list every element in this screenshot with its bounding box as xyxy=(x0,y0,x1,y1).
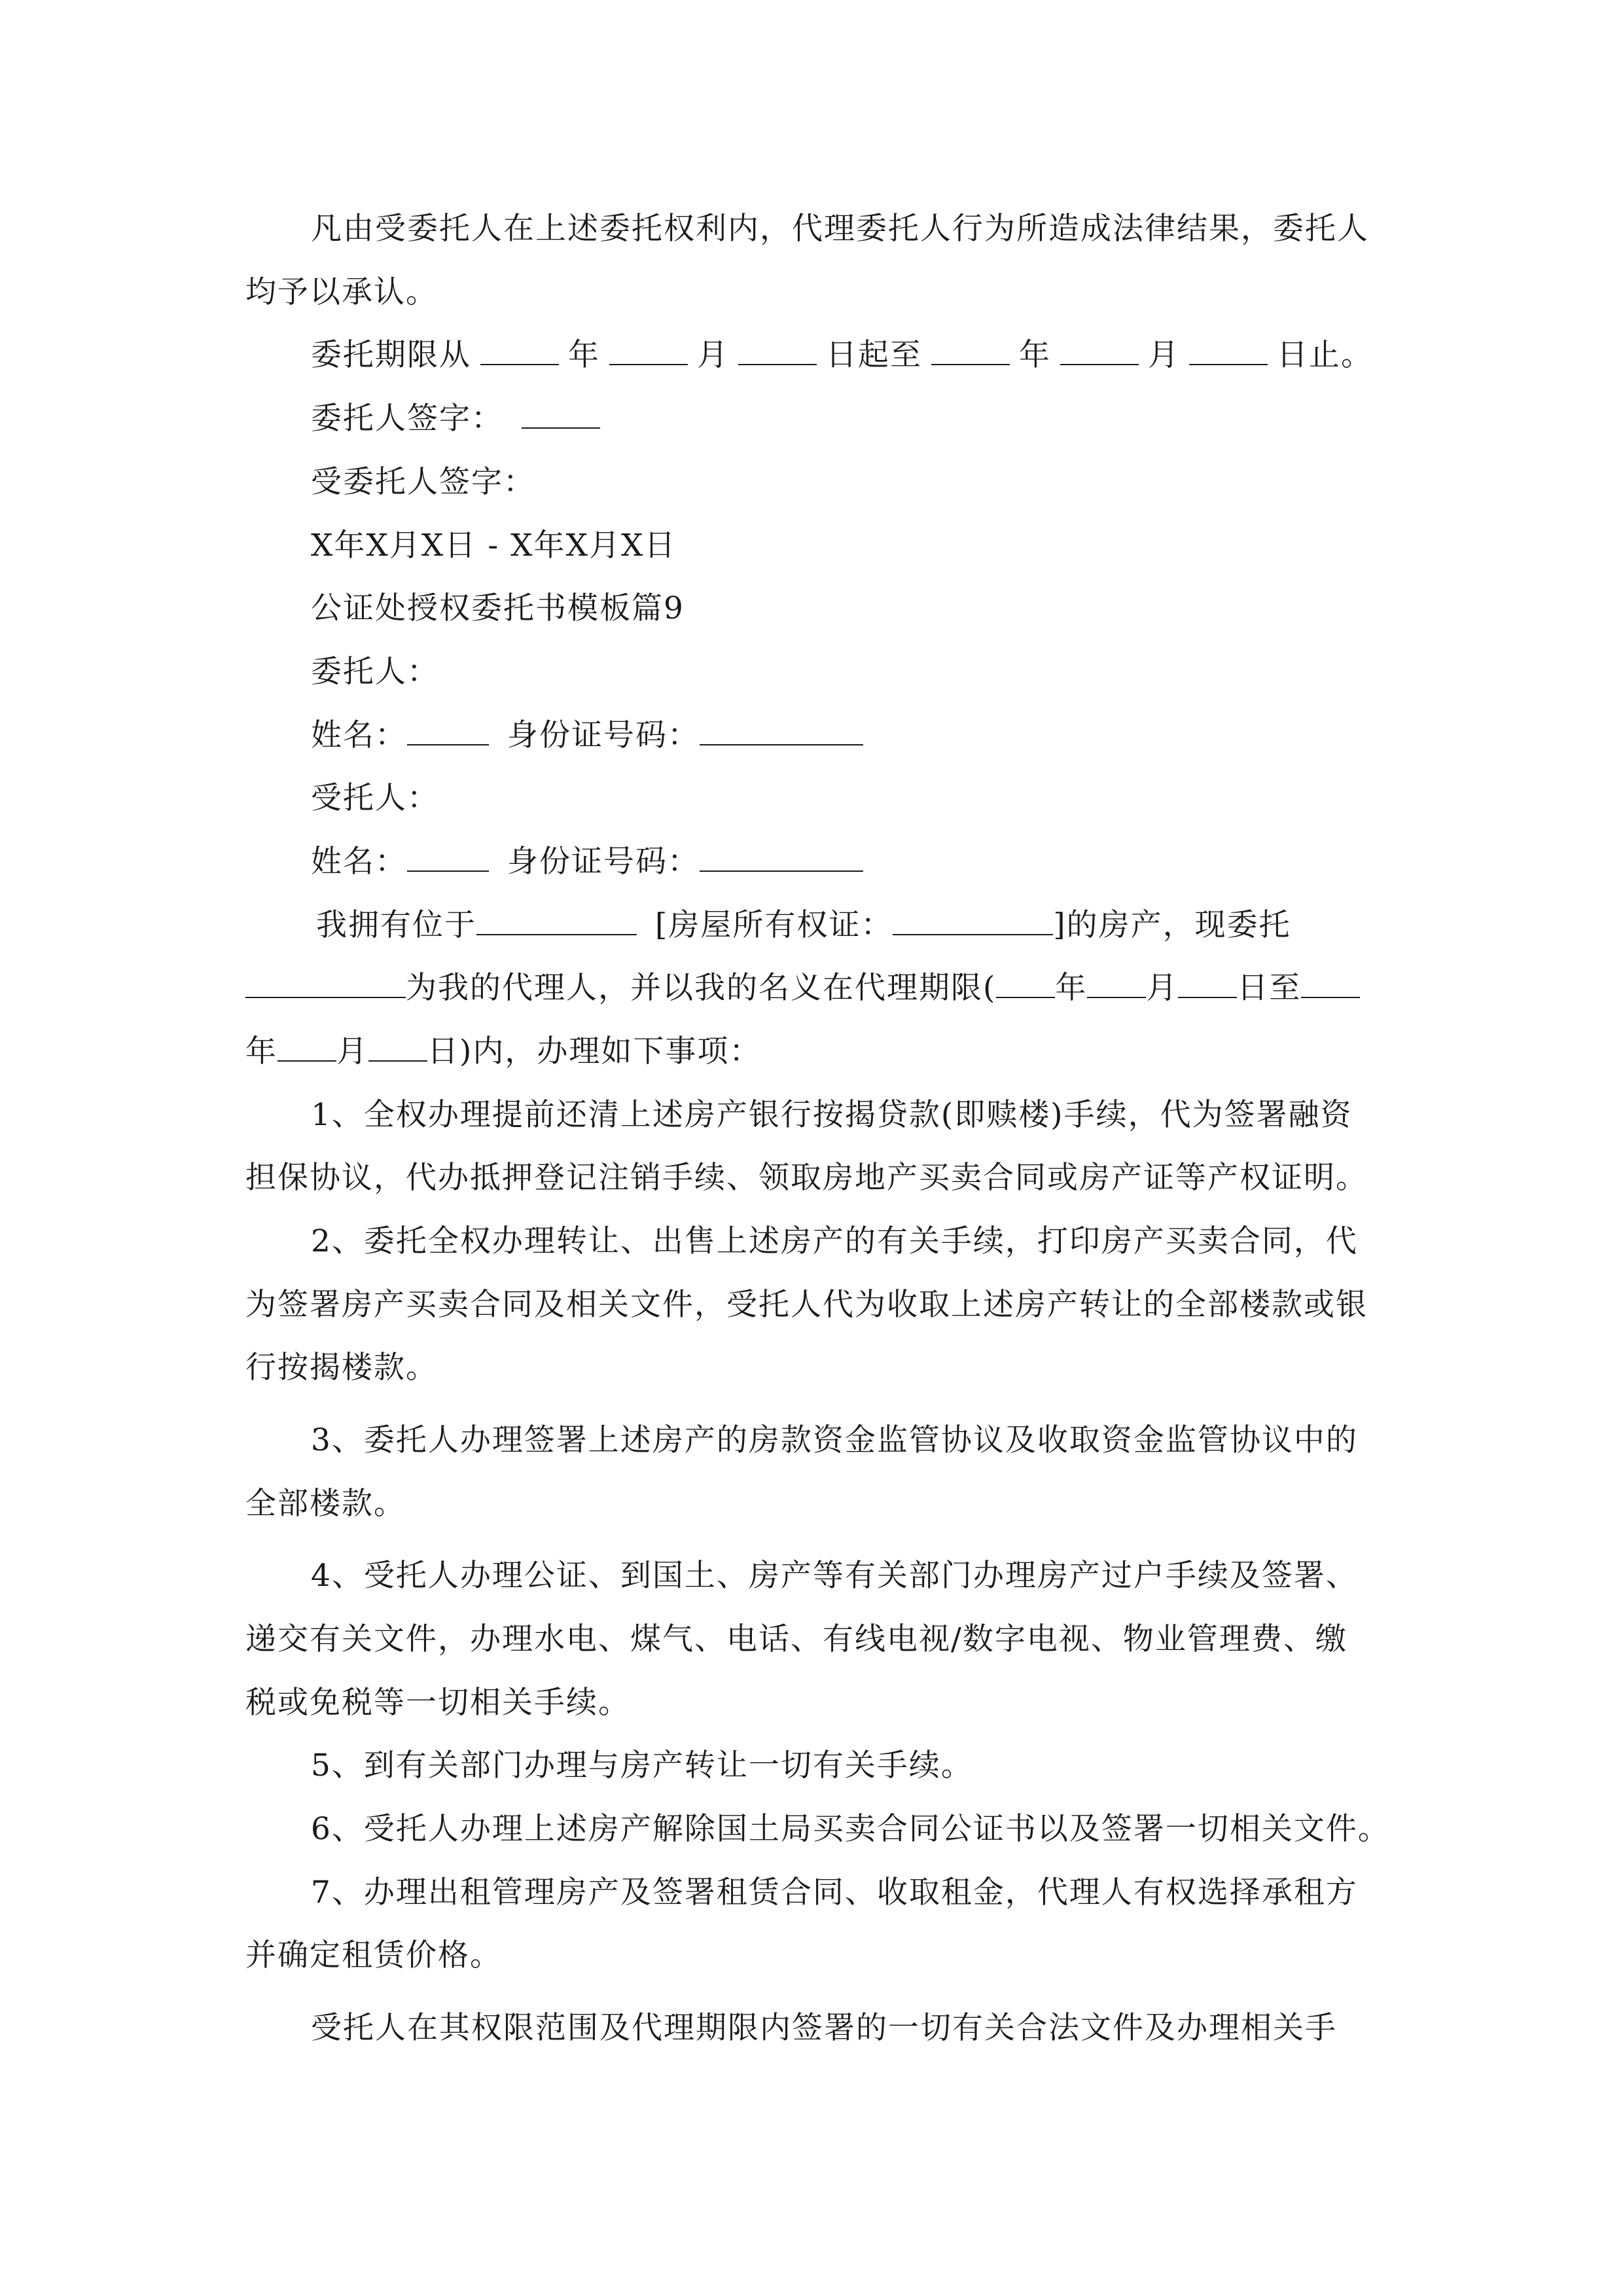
term-month-1: 月 xyxy=(697,337,729,373)
blank-month-to[interactable] xyxy=(1060,338,1139,365)
own-day-end: 日)内，办理如下事项： xyxy=(427,1033,762,1069)
item4-line1: 4、受托人办理公证、到国土、房产等有关部门办理房产过户手续及签署、 xyxy=(311,1558,1358,1594)
term-prefix: 委托期限从 xyxy=(311,337,471,373)
own-line1 xyxy=(316,906,1468,945)
item1-line2: 担保协议，代办抵押登记注销手续、领取房地产买卖合同或房产证等产权证明。 xyxy=(245,1160,1368,1196)
closing-line: 受托人在其权限范围及代理期限内签署的一切有关合法文件及办理相关手 xyxy=(311,2010,1337,2046)
term-line xyxy=(311,336,1463,375)
blank-property-location[interactable] xyxy=(476,908,637,935)
blank-period-month-to[interactable] xyxy=(277,1034,336,1062)
agent-name-label: 姓名： xyxy=(311,844,407,880)
blank-certificate-number[interactable] xyxy=(893,908,1053,935)
blank-month-from[interactable] xyxy=(609,338,688,365)
own-line3 xyxy=(245,1032,1397,1071)
term-year-1: 年 xyxy=(568,337,600,373)
term-day-from: 日起至 xyxy=(826,337,922,373)
blank-principal-name[interactable] xyxy=(407,718,489,745)
blank-year-to[interactable] xyxy=(931,338,1010,365)
agent-id-line xyxy=(311,842,1463,882)
para1-line1: 凡由受委托人在上述委托权利内，代理委托人行为所造成法律结果，委托人 xyxy=(311,211,1369,247)
section-title: 公证处授权委托书模板篇9 xyxy=(311,590,685,626)
blank-agent-appointee[interactable] xyxy=(245,971,406,998)
item6-line1: 6、受托人办理上述房产解除国土局买卖合同公证书以及签署一切相关文件。 xyxy=(311,1811,1390,1847)
blank-day-to[interactable] xyxy=(1189,338,1268,365)
own-line2 xyxy=(245,969,1397,1008)
agent-label: 受托人： xyxy=(311,780,439,816)
item2-line3: 行按揭楼款。 xyxy=(245,1350,438,1386)
para1-line2: 均予以承认。 xyxy=(245,274,438,310)
item4-line3: 税或免税等一切相关手续。 xyxy=(245,1685,630,1721)
item3-line2: 全部楼款。 xyxy=(245,1486,406,1522)
item1-line1: 1、全权办理提前还清上述房产银行按揭贷款(即赎楼)手续，代为签署融资 xyxy=(311,1097,1353,1133)
principal-sign-line xyxy=(311,399,1463,439)
principal-name-label: 姓名： xyxy=(311,717,407,753)
principal-sign-label: 委托人签字： xyxy=(311,401,503,437)
principal-label: 委托人： xyxy=(311,654,439,690)
term-month-2: 月 xyxy=(1148,337,1180,373)
term-day-to: 日止。 xyxy=(1277,337,1373,373)
own-text-3: ]的房产，现委托 xyxy=(1053,907,1291,943)
blank-year-from[interactable] xyxy=(480,338,559,365)
own-month-2: 月 xyxy=(336,1033,368,1069)
blank-period-day-to[interactable] xyxy=(368,1034,427,1062)
blank-period-year-from[interactable] xyxy=(996,971,1055,998)
blank-period-year-to[interactable] xyxy=(1301,971,1360,998)
blank-agent-name[interactable] xyxy=(407,844,489,872)
agent-id-label: 身份证号码： xyxy=(507,844,700,880)
item2-line1: 2、委托全权办理转让、出售上述房产的有关手续，打印房产买卖合同，代 xyxy=(311,1223,1358,1259)
item2-line2: 为签署房产买卖合同及相关文件，受托人代为收取上述房产转让的全部楼款或银 xyxy=(245,1287,1368,1323)
agent-sign-label: 受委托人签字： xyxy=(311,464,535,500)
own-text-2: [房屋所有权证： xyxy=(655,907,893,943)
own-text-1: 我拥有位于 xyxy=(316,907,476,943)
item7-line1: 7、办理出租管理房产及签署租赁合同、收取租金，代理人有权选择承租方 xyxy=(311,1874,1358,1910)
item3-line1: 3、委托人办理签署上述房产的房款资金监管协议及收取资金监管协议中的 xyxy=(311,1422,1358,1458)
own-day-to: 日至 xyxy=(1237,970,1302,1006)
own-year-1: 年 xyxy=(1055,970,1088,1006)
item5-line1: 5、到有关部门办理与房产转让一切有关手续。 xyxy=(311,1748,973,1784)
item4-line2: 递交有关文件，办理水电、煤气、电话、有线电视/数字电视、物业管理费、缴 xyxy=(245,1621,1347,1657)
principal-id-label: 身份证号码： xyxy=(507,717,700,753)
term-year-2: 年 xyxy=(1019,337,1051,373)
own-year-2: 年 xyxy=(245,1033,277,1069)
blank-day-from[interactable] xyxy=(738,338,817,365)
own-text-4: 为我的代理人，并以我的名义在代理期限( xyxy=(406,970,997,1006)
principal-id-line xyxy=(311,716,1463,755)
blank-period-day-from[interactable] xyxy=(1178,971,1237,998)
blank-principal-id[interactable] xyxy=(700,718,863,745)
item7-line2: 并确定租赁价格。 xyxy=(245,1937,502,1973)
blank-period-month-from[interactable] xyxy=(1087,971,1146,998)
own-month-1: 月 xyxy=(1146,970,1179,1006)
blank-agent-id[interactable] xyxy=(700,844,863,872)
date-range: X年X月X日 - X年X月X日 xyxy=(311,528,677,564)
blank-principal-signature[interactable] xyxy=(522,401,600,429)
